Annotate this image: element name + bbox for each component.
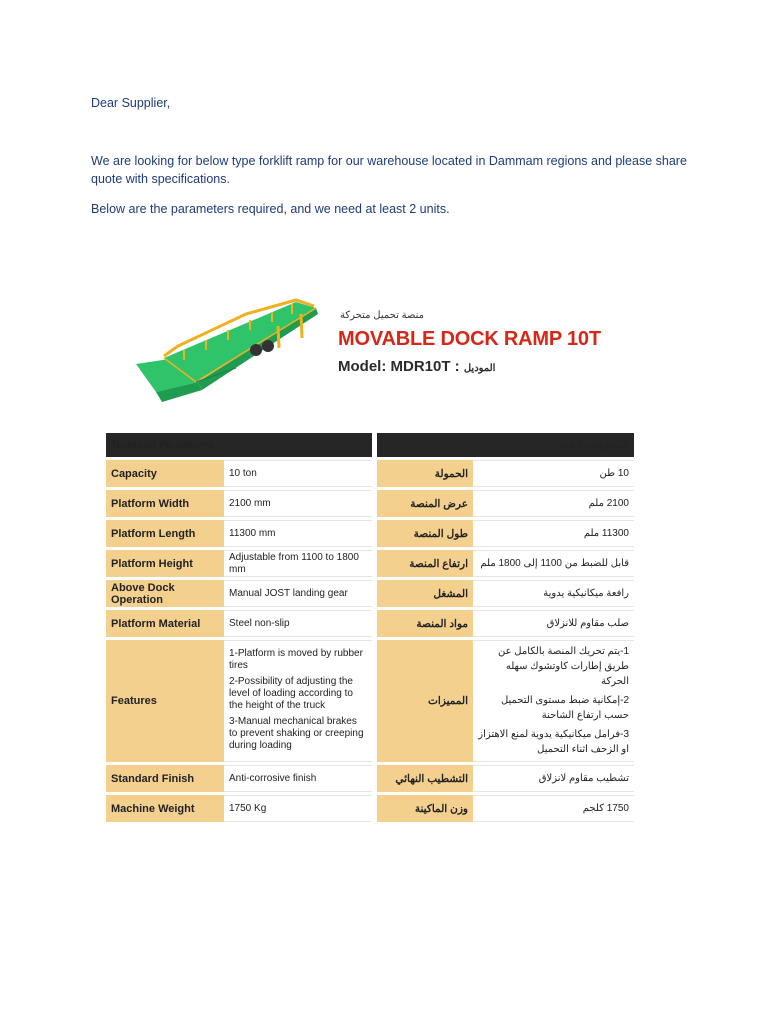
row-label: Platform Height: [106, 550, 224, 577]
table-row: [377, 490, 634, 517]
table-row: [377, 765, 634, 792]
row-label: ارتفاع المنصة: [377, 550, 473, 577]
table-row: [106, 795, 372, 822]
row-value: Steel non-slip: [224, 610, 372, 637]
table-row: [377, 520, 634, 547]
row-value: 1750 كلجم: [473, 795, 634, 822]
table-row: [106, 460, 372, 487]
row-value: 2100 ملم: [473, 490, 634, 517]
row-value: 1750 Kg: [224, 795, 372, 822]
table-row: [106, 490, 372, 517]
greeting: Dear Supplier,: [91, 96, 171, 110]
row-label: المميزات: [377, 640, 473, 762]
row-label: طول المنصة: [377, 520, 473, 547]
feature-item: 1-Platform is moved by rubber tires: [229, 648, 363, 671]
row-value: رافعة ميكانيكية يدوية: [473, 580, 634, 607]
product-arabic-title: منصة تحميل متحركة: [340, 310, 425, 321]
specs-table-english: [106, 430, 372, 825]
table-row: [377, 640, 634, 762]
feature-item: 1-يتم تحريك المنصة بالكامل عن طريق إطارات كاوتشوك سهله الحركة: [497, 645, 629, 687]
features-list: [473, 640, 634, 762]
table-row: [106, 550, 372, 577]
product-banner: [106, 290, 636, 412]
row-label: وزن الماكينة: [377, 795, 473, 822]
row-label: عرض المنصة: [377, 490, 473, 517]
row-value: Adjustable from 1100 to 1800 mm: [224, 550, 372, 577]
row-label: Platform Material: [106, 610, 224, 637]
table-row: [106, 580, 372, 607]
specs-table-arabic: [377, 430, 634, 825]
row-label: Platform Length: [106, 520, 224, 547]
row-value: صلب مقاوم للانزلاق: [473, 610, 634, 637]
row-value: 11300 ملم: [473, 520, 634, 547]
row-label: Machine Weight: [106, 795, 224, 822]
row-value: 10 طن: [473, 460, 634, 487]
table-header: [106, 433, 372, 457]
row-value: 10 ton: [224, 460, 372, 487]
feature-item: 2-Possibility of adjusting the level of loading according to the height of the truck: [229, 676, 353, 711]
row-label: Capacity: [106, 460, 224, 487]
parameters-paragraph: Below are the parameters required, and we need at least 2 units.: [91, 202, 450, 216]
table-header: [377, 433, 634, 457]
table-row: [377, 460, 634, 487]
row-label: Features: [106, 640, 224, 762]
product-title: MOVABLE DOCK RAMP 10T: [338, 328, 601, 350]
row-value: Anti-corrosive finish: [224, 765, 372, 792]
row-value: Manual JOST landing gear: [224, 580, 372, 607]
feature-item: 2-إمكانية ضبط مستوى التحميل حسب ارتفاع الشاحنة: [500, 694, 629, 721]
row-value: 2100 mm: [224, 490, 372, 517]
product-model: [338, 358, 495, 375]
feature-item: 3-Manual mechanical brakes to prevent shaking or creeping during loading: [229, 716, 364, 751]
table-row: [377, 550, 634, 577]
table-row: [377, 610, 634, 637]
table-row: [106, 640, 372, 762]
features-list: [224, 640, 372, 762]
row-label: التشطيب النهائي: [377, 765, 473, 792]
row-label: Platform Width: [106, 490, 224, 517]
request-paragraph: We are looking for below type forklift ramp for our warehouse located in Dammam regions and please share quote with specifications.: [91, 154, 687, 186]
row-label: مواد المنصة: [377, 610, 473, 637]
table-row: [377, 580, 634, 607]
table-header-title: المعلومات التقنية: [377, 433, 634, 457]
row-label: الحمولة: [377, 460, 473, 487]
row-label: المشغل: [377, 580, 473, 607]
feature-item: 3-فرامل ميكانيكية يدوية لمنع الاهتزاز او الزحف اثناء التحميل: [478, 728, 629, 755]
row-value: قابل للضبط من 1100 إلى 1800 ملم: [473, 550, 634, 577]
table-row: [106, 520, 372, 547]
row-label: Above Dock Operation: [106, 580, 224, 607]
table-row: [377, 795, 634, 822]
model-label: Model: MDR10T :: [338, 358, 460, 375]
row-value: تشطيب مقاوم لانزلاق: [473, 765, 634, 792]
row-value: 11300 mm: [224, 520, 372, 547]
table-header-title: Technical Parameters: [106, 433, 372, 457]
table-row: [106, 610, 372, 637]
row-label: Standard Finish: [106, 765, 224, 792]
model-arabic-label: الموديل: [463, 363, 496, 374]
table-row: [106, 765, 372, 792]
dock-ramp-image: [106, 290, 326, 412]
